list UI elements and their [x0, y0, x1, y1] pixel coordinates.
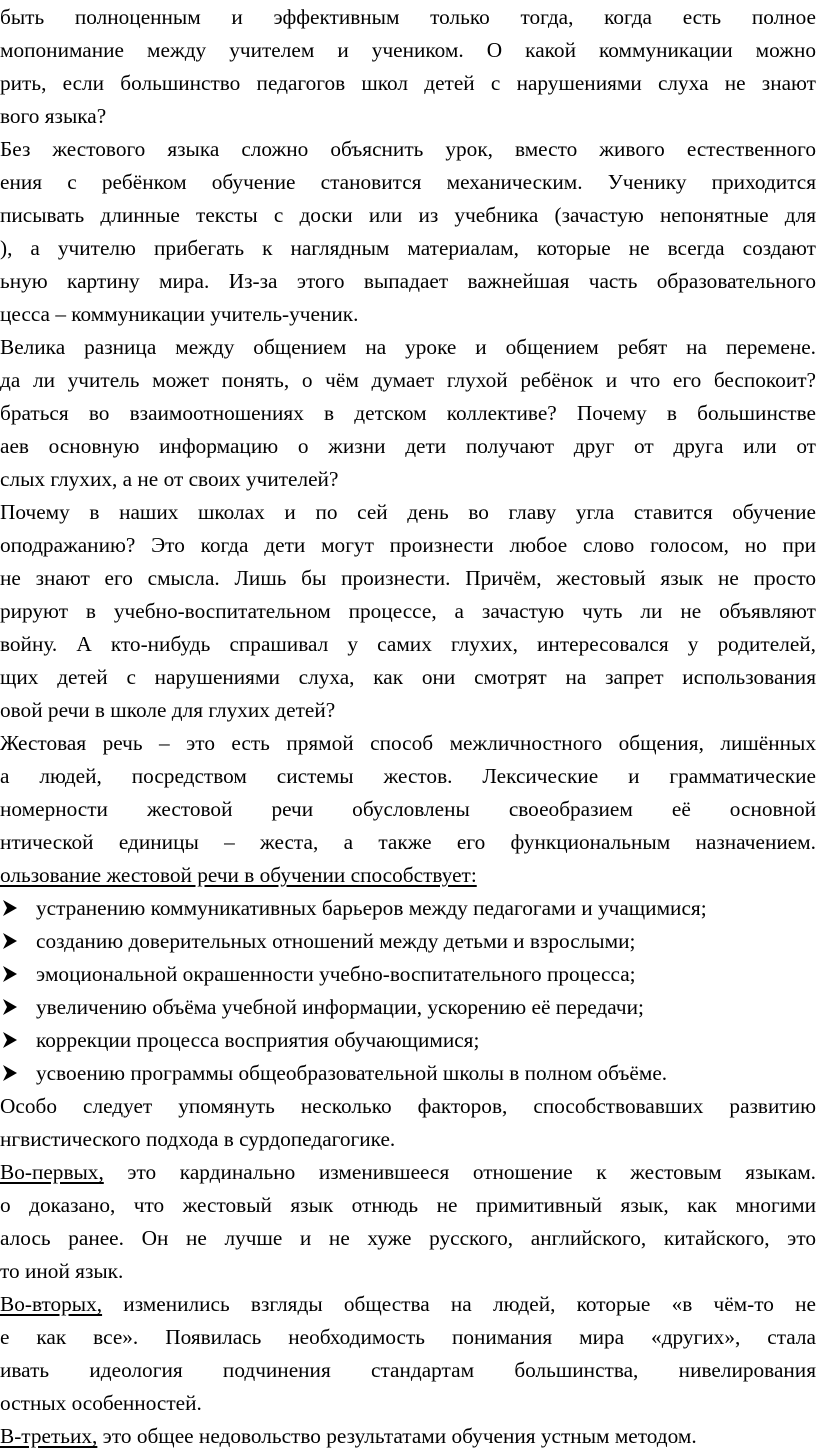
list-item-text: эмоциональной окрашенности учебно-воспитательного процесса; — [36, 962, 636, 986]
paragraph-lead: Во-вторых, — [0, 1292, 103, 1316]
text-line — [0, 1289, 816, 1319]
text-line: алось ранее. Он не лучше и не хуже русского, английского, китайского, это — [0, 1226, 816, 1250]
text-line: номерности жестовой речи обусловлены своеобразием её основной — [0, 797, 816, 821]
paragraph-lead: Во-первых, — [0, 1160, 104, 1184]
list-item-text: устранению коммуникативных барьеров между педагогами и учащимися; — [36, 896, 707, 920]
text-line: а людей, посредством системы жестов. Лексические и грамматические — [0, 764, 816, 788]
text-line: оподражанию? Это когда дети могут произнести любое слово голосом, но при — [0, 533, 816, 557]
arrow-bullet-icon — [2, 965, 18, 983]
paragraph-text: изменились взгляды общества на людей, которые «в чём-то не — [102, 1292, 816, 1316]
arrow-bullet-icon — [2, 998, 18, 1016]
arrow-bullet-icon — [2, 1031, 18, 1049]
text-line: писывать длинные тексты с доски или из учебника (зачастую непонятные для — [0, 203, 816, 227]
arrow-bullet-icon — [2, 1064, 18, 1082]
arrow-bullet-icon — [2, 899, 18, 917]
text-line: аев основную информацию о жизни дети получают друг от друга или от — [0, 434, 816, 458]
list-item-text: усвоению программы общеобразовательной школы в полном объёме. — [36, 1061, 668, 1085]
text-line: рить, если большинство педагогов школ детей с нарушениями слуха не знают — [0, 71, 816, 95]
text-line: е как все». Появилась необходимость понимания мира «других», стала — [0, 1325, 816, 1349]
text-line — [0, 1421, 816, 1451]
text-line: Велика разница между общением на уроке и общением ребят на перемене. — [0, 335, 816, 359]
text-line: Жестовая речь – это есть прямой способ межличностного общения, лишённых — [0, 731, 816, 755]
arrow-bullet-icon — [2, 932, 18, 950]
text-line: щих детей с нарушениями слуха, как они смотрят на запрет использования — [0, 665, 816, 689]
list-item-text: увеличению объёма учебной информации, ускорению её передачи; — [36, 995, 644, 1019]
text-line: Почему в наших школах и по сей день во главу угла ставится обучение — [0, 500, 816, 524]
text-line: Особо следует упомянуть несколько факторов, способствовавших развитию — [0, 1094, 816, 1118]
text-line: ения с ребёнком обучение становится механическим. Ученику приходится — [0, 170, 816, 194]
list-item-text: коррекции процесса восприятия обучающимися; — [36, 1028, 480, 1052]
text-line: нтической единицы – жеста, а также его функциональным назначением. — [0, 830, 816, 854]
text-line: овой речи в школе для глухих детей? — [0, 698, 336, 722]
text-line: не знают его смысла. Лишь бы произнести. Причём, жестовый язык не просто — [0, 566, 816, 590]
text-line: ивать идеология подчинения стандартам большинства, нивелирования — [0, 1358, 816, 1382]
text-line: да ли учитель может понять, о чём думает глухой ребёнок и что его беспокоит? — [0, 368, 816, 392]
text-line: о доказано, что жестовый язык отнюдь не примитивный язык, как многими — [0, 1193, 816, 1217]
text-line: слых глухих, а не от своих учителей? — [0, 467, 339, 491]
paragraph-lead: В-третьих, — [0, 1424, 98, 1448]
list-intro: ользование жестовой речи в обучении способствует: — [0, 863, 477, 887]
text-line: остных особенностей. — [0, 1391, 202, 1415]
text-line: войну. А кто-нибудь спрашивал у самих глухих, интересовался у родителей, — [0, 632, 816, 656]
paragraph-text: это общее недовольство результатами обучения устным методом. — [97, 1424, 697, 1448]
text-line — [0, 1157, 816, 1187]
text-line: вого языка? — [0, 104, 107, 128]
text-line: мопонимание между учителем и учеником. О какой коммуникации можно — [0, 38, 816, 62]
text-line: Без жестового языка сложно объяснить урок, вместо живого естественного — [0, 137, 816, 161]
text-line: рируют в учебно-воспитательном процессе, а зачастую чуть ли не объявляют — [0, 599, 816, 623]
text-line: браться во взаимоотношениях в детском коллективе? Почему в большинстве — [0, 401, 816, 425]
list-item-text: созданию доверительных отношений между детьми и взрослыми; — [36, 929, 636, 953]
text-line: ьную картину мира. Из-за этого выпадает важнейшая часть образовательного — [0, 269, 816, 293]
text-line — [0, 860, 816, 890]
text-line: быть полноценным и эффективным только тогда, когда есть полное — [0, 5, 816, 29]
paragraph-text: это кардинально изменившееся отношение к жестовым языкам. — [103, 1160, 816, 1184]
text-line: то иной язык. — [0, 1259, 124, 1283]
text-line: нгвистического подхода в сурдопедагогике. — [0, 1127, 396, 1151]
text-line: ), а учителю прибегать к наглядным материалам, которые не всегда создают — [0, 236, 816, 260]
text-line: цесса – коммуникации учитель-ученик. — [0, 302, 359, 326]
